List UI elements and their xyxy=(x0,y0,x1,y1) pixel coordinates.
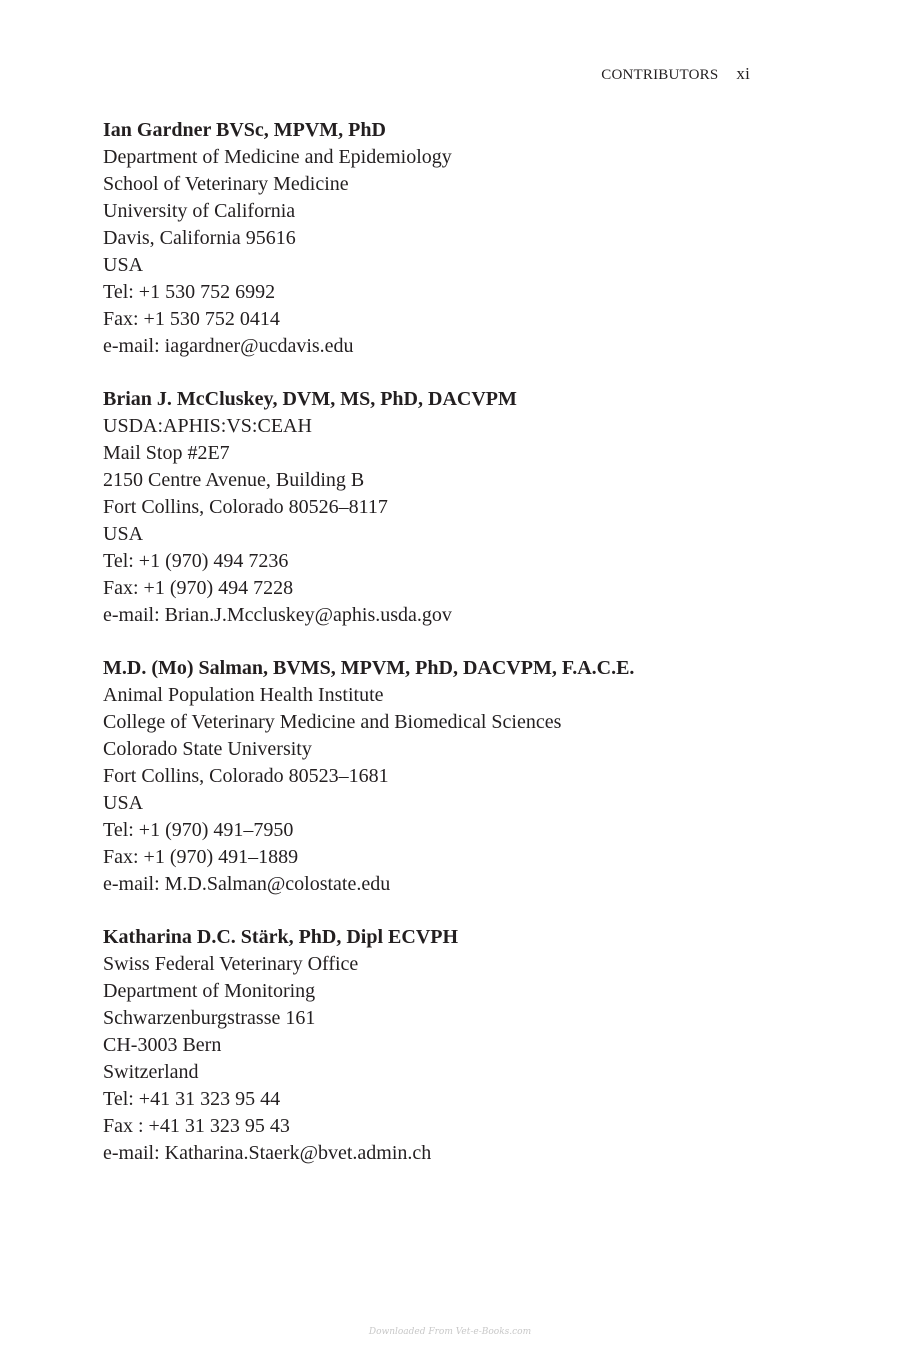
contributor-school: School of Veterinary Medicine xyxy=(103,173,349,195)
contributor-name: M.D. (Mo) Salman, BVMS, MPVM, PhD, DACVPM, F.A.C.E. xyxy=(103,657,635,679)
contributor-department: Department of Medicine and Epidemiology xyxy=(103,146,452,168)
contributor-institution: Colorado State University xyxy=(103,738,312,760)
contributor-fax: Fax: +1 (970) 494 7228 xyxy=(103,577,294,599)
contributor-city: Davis, California 95616 xyxy=(103,227,296,249)
contributor-mail-stop: Mail Stop #2E7 xyxy=(103,442,230,464)
download-watermark: Downloaded From Vet-e-Books.com xyxy=(368,1327,532,1337)
contributor-office: Swiss Federal Veterinary Office xyxy=(103,953,359,975)
contributor-tel: Tel: +1 (970) 494 7236 xyxy=(103,550,289,572)
contributor-entry xyxy=(103,655,803,898)
contributor-email: e-mail: Katharina.Staerk@bvet.admin.ch xyxy=(103,1142,432,1164)
contributor-entry xyxy=(103,386,803,629)
contributor-country: USA xyxy=(103,523,144,545)
contributor-college: College of Veterinary Medicine and Biomedical Sciences xyxy=(103,711,562,733)
contributor-fax: Fax: +1 (970) 491–1889 xyxy=(103,846,299,868)
running-head xyxy=(601,64,750,84)
contributor-tel: Tel: +41 31 323 95 44 xyxy=(103,1088,281,1110)
contributor-street: Schwarzenburgstrasse 161 xyxy=(103,1007,316,1029)
contributor-city: CH-3003 Bern xyxy=(103,1034,222,1056)
contributor-name: Katharina D.C. Stärk, PhD, Dipl ECVPH xyxy=(103,926,459,948)
contributor-institute: Animal Population Health Institute xyxy=(103,684,384,706)
contributor-organization: USDA:APHIS:VS:CEAH xyxy=(103,415,312,437)
contributor-fax: Fax: +1 530 752 0414 xyxy=(103,308,280,330)
contributor-email: e-mail: M.D.Salman@colostate.edu xyxy=(103,873,391,895)
page-number: xi xyxy=(736,64,750,83)
contributor-entry xyxy=(103,117,803,360)
contributor-street: 2150 Centre Avenue, Building B xyxy=(103,469,365,491)
contributor-country: USA xyxy=(103,254,144,276)
contributor-name: Ian Gardner BVSc, MPVM, PhD xyxy=(103,119,386,141)
contributor-department: Department of Monitoring xyxy=(103,980,316,1002)
running-head-section: CONTRIBUTORS xyxy=(601,67,719,83)
contributor-email: e-mail: iagardner@ucdavis.edu xyxy=(103,335,354,357)
contributor-city: Fort Collins, Colorado 80526–8117 xyxy=(103,496,388,518)
contributor-country: Switzerland xyxy=(103,1061,199,1083)
contributor-name: Brian J. McCluskey, DVM, MS, PhD, DACVPM xyxy=(103,388,517,410)
contributor-email: e-mail: Brian.J.Mccluskey@aphis.usda.gov xyxy=(103,604,452,626)
contributor-country: USA xyxy=(103,792,144,814)
contributor-entry xyxy=(103,924,803,1167)
contributor-list xyxy=(103,117,803,1193)
contributor-fax: Fax : +41 31 323 95 43 xyxy=(103,1115,290,1137)
contributor-institution: University of California xyxy=(103,200,296,222)
contributor-tel: Tel: +1 530 752 6992 xyxy=(103,281,276,303)
contributor-city: Fort Collins, Colorado 80523–1681 xyxy=(103,765,389,787)
contributor-tel: Tel: +1 (970) 491–7950 xyxy=(103,819,294,841)
